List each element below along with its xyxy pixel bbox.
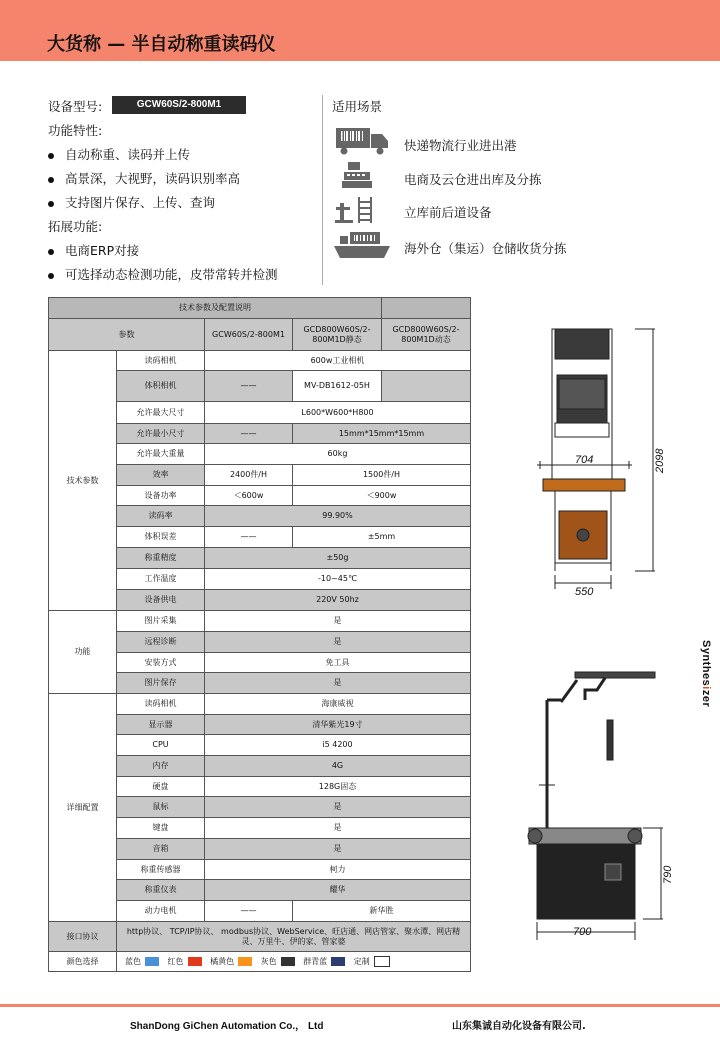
side-watermark: Synthesizer [700, 640, 712, 708]
footer-company-en: ShanDong GiChen Automation Co.， Ltd [130, 1021, 324, 1032]
row-key: 允许最大尺寸 [117, 402, 205, 424]
ext-title: 拓展功能: [48, 219, 103, 234]
row-value-blank [382, 371, 471, 402]
row-value: i5 4200 [205, 735, 471, 756]
row-value: ＜600w [205, 486, 293, 506]
model-badge: GCW60S/2-800M1 [112, 96, 246, 114]
group-label: 技术参数 [49, 351, 117, 611]
dim-width: 700 [573, 926, 592, 938]
row-key: 称重精度 [117, 548, 205, 569]
row-value: 是 [205, 611, 471, 632]
row-value: 220V 50hz [205, 590, 471, 611]
col-header: GCD800W60S/2-800M1D静态 [293, 319, 382, 351]
row-value: 99.90% [205, 506, 471, 527]
bullet-icon [48, 201, 54, 207]
func-title: 功能特性: [48, 123, 103, 138]
col-header: GCW60S/2-800M1 [205, 319, 293, 351]
color-swatch [331, 957, 345, 966]
bullet-icon [48, 153, 54, 159]
row-value: ±5mm [293, 527, 471, 548]
ext-item: 可选择动态检测功能，皮带常转并检测 [48, 265, 278, 283]
table-title-blank [382, 298, 471, 319]
row-value: 128G固态 [205, 777, 471, 797]
row-value: 是 [205, 797, 471, 818]
func-item: 高景深，大视野，读码识别率高 [48, 169, 240, 187]
row-key: CPU [117, 735, 205, 756]
machine-drawing-front [535, 325, 675, 600]
machine-drawing-side [525, 670, 675, 945]
footer-company-cn: 山东集诚自动化设备有限公司. [452, 1021, 586, 1032]
scene-item: 电商及云仓进出库及分拣 [404, 172, 542, 187]
row-value: MV-DB1612-05H [293, 371, 382, 402]
row-key: 允许最小尺寸 [117, 424, 205, 444]
row-key: 图片采集 [117, 611, 205, 632]
param-header: 参数 [49, 319, 205, 351]
row-value: —— [205, 901, 293, 922]
row-key: 图片保存 [117, 673, 205, 694]
color-swatch [238, 957, 252, 966]
group-label: 详细配置 [49, 694, 117, 922]
func-item: 支持图片保存、上传、查询 [48, 193, 215, 211]
row-key: 读码相机 [117, 351, 205, 371]
cashier-icon [332, 160, 392, 190]
row-key: 硬盘 [117, 777, 205, 797]
model-label: 设备型号: [48, 99, 103, 114]
row-key: 体积误差 [117, 527, 205, 548]
row-value: 2400件/H [205, 465, 293, 486]
row-value: ＜900w [293, 486, 471, 506]
row-value: —— [205, 527, 293, 548]
row-key: 效率 [117, 465, 205, 486]
color-label: 蓝色 [125, 957, 141, 966]
truck-icon [332, 126, 392, 156]
row-value: 是 [205, 673, 471, 694]
row-value: 新华胜 [293, 901, 471, 922]
row-value: 1500件/H [293, 465, 471, 486]
color-label: 红色 [167, 957, 184, 966]
scene-item: 快递物流行业进出港 [404, 138, 517, 153]
color-options [117, 952, 471, 972]
row-key: 远程诊断 [117, 632, 205, 653]
color-swatch [374, 956, 390, 967]
row-value: 清华紫光19寸 [205, 715, 471, 735]
group-label: 颜色选择 [49, 952, 117, 972]
color-swatch [281, 957, 295, 966]
warehouse-rack-icon [332, 195, 392, 225]
row-value: L600*W600*H800 [205, 402, 471, 424]
table-title: 技术参数及配置说明 [49, 298, 382, 319]
row-key: 安装方式 [117, 653, 205, 673]
row-key: 允许最大重量 [117, 444, 205, 465]
ship-icon [332, 230, 392, 260]
row-key: 体积相机 [117, 371, 205, 402]
group-label: 功能 [49, 611, 117, 694]
row-value: 15mm*15mm*15mm [293, 424, 471, 444]
row-value: —— [205, 371, 293, 402]
group-label: 接口协议 [49, 922, 117, 952]
row-value: 60kg [205, 444, 471, 465]
row-value: 海康威视 [205, 694, 471, 715]
row-key: 称重传感器 [117, 860, 205, 880]
row-value: 耀华 [205, 880, 471, 901]
row-value: 是 [205, 818, 471, 839]
row-key: 读码相机 [117, 694, 205, 715]
color-label: 灰色 [260, 957, 277, 966]
row-key: 音箱 [117, 839, 205, 860]
row-value: 600w工业相机 [205, 351, 471, 371]
page-title: 大货称 — 半自动称重读码仪 [47, 34, 276, 55]
dim-width-bottom: 550 [575, 586, 594, 598]
bullet-icon [48, 249, 54, 255]
spec-table [48, 297, 471, 972]
row-key: 设备功率 [117, 486, 205, 506]
scene-item: 海外仓（集运）仓储收货分拣 [404, 241, 567, 256]
row-value: 是 [205, 632, 471, 653]
row-key: 内存 [117, 756, 205, 777]
dim-height: 790 [662, 865, 674, 884]
row-value: ±50g [205, 548, 471, 569]
row-key: 称重仪表 [117, 880, 205, 901]
row-value: 4G [205, 756, 471, 777]
color-swatch [188, 957, 202, 966]
row-value: —— [205, 424, 293, 444]
row-value: 柯力 [205, 860, 471, 880]
ext-item: 电商ERP对接 [48, 241, 139, 259]
row-key: 鼠标 [117, 797, 205, 818]
row-value: -10~45℃ [205, 569, 471, 590]
row-key: 工作温度 [117, 569, 205, 590]
row-key: 显示器 [117, 715, 205, 735]
row-key: 读码率 [117, 506, 205, 527]
row-key: 动力电机 [117, 901, 205, 922]
divider [322, 95, 323, 285]
scenes-title: 适用场景 [332, 99, 383, 114]
color-label: 橘黄色 [210, 957, 235, 966]
color-label: 群青蓝 [303, 957, 328, 966]
protocol-value: http协议、 TCP/IP协议、 modbus协议、WebService、旺店通、网店管家、聚水潭、网店精灵、万里牛、伊的家、管家婆 [117, 922, 471, 952]
dim-width-top: 704 [575, 454, 594, 466]
bullet-icon [48, 177, 54, 183]
row-key: 键盘 [117, 818, 205, 839]
header-bar [0, 0, 720, 61]
func-item: 自动称重、读码并上传 [48, 145, 190, 163]
bullet-icon [48, 273, 54, 279]
scene-item: 立库前后道设备 [404, 205, 492, 220]
dim-height: 2098 [654, 448, 666, 473]
col-header: GCD800W60S/2-800M1D动态 [382, 319, 471, 351]
row-key: 设备供电 [117, 590, 205, 611]
color-swatch [145, 957, 159, 966]
row-value: 是 [205, 839, 471, 860]
row-value: 免工具 [205, 653, 471, 673]
footer-line [0, 1004, 720, 1007]
color-label: 定制 [353, 957, 370, 966]
